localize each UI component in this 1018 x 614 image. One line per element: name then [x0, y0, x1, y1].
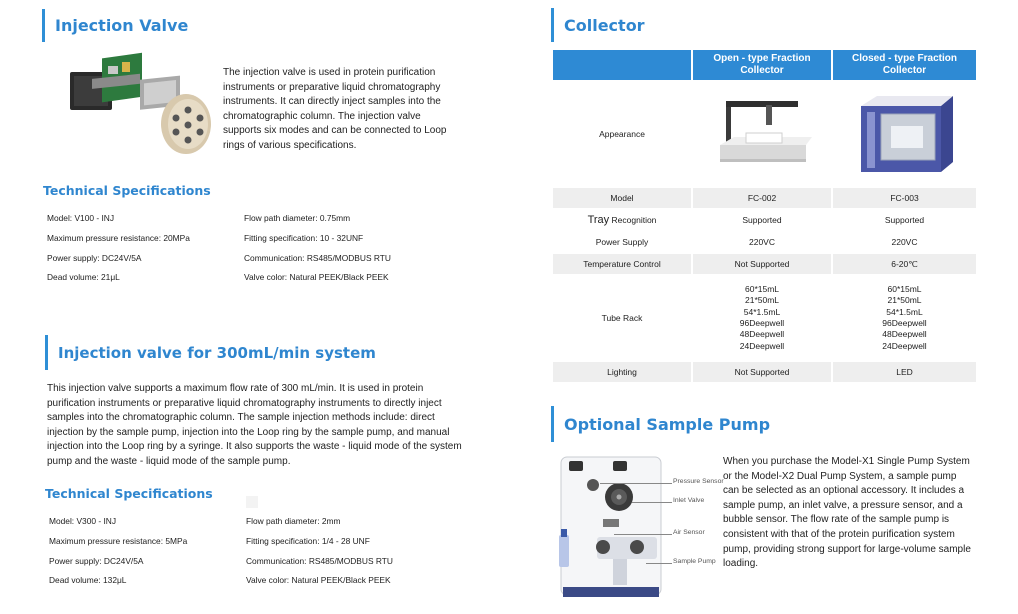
- tube-rack-open: [693, 276, 833, 360]
- table-header-open: Open - type Fraction Collector: [693, 50, 833, 80]
- tech-spec-title: Technical Specifications: [43, 183, 211, 198]
- table-header-closed: Closed - type Fraction Collector: [833, 50, 976, 80]
- row-open-value: Supported: [693, 210, 833, 230]
- row-label: Lighting: [553, 362, 693, 382]
- callout-pressure-sensor: Pressure Sensor: [673, 478, 724, 485]
- row-label: Tube Rack: [553, 276, 693, 360]
- table-header-blank: [553, 50, 693, 80]
- rack-item: 60*15mL: [744, 283, 780, 294]
- rack-item: 54*1.5mL: [886, 306, 923, 317]
- callout-air-sensor: Air Sensor: [673, 529, 705, 536]
- rack-item: 24Deepwell: [882, 340, 927, 351]
- callout-line: [600, 483, 672, 484]
- table-row: [553, 276, 976, 360]
- section-title: Optional Sample Pump: [564, 414, 771, 434]
- table-row: [553, 188, 976, 208]
- sample-pump-description: When you purchase the Model-X1 Single Pump System or the Model-X2 Dual Pump System, a sample pump can be selected as an optional accessory. It includes a sample pump, an inlet valve, a pressure sensor, and a bubble sensor. The flow rate of the sample pump is consistent with that of the protein purification system pump, providing strong support for large-volume sample loading.: [723, 456, 971, 570]
- row-label: Model: [553, 188, 693, 208]
- spec-pressure: Maximum pressure resistance: 20MPa: [47, 233, 190, 243]
- section-title: Injection valve for 300mL/min system: [58, 343, 376, 362]
- collector-heading: [551, 8, 645, 42]
- row-closed-value: FC-003: [833, 188, 976, 208]
- section-title: Collector: [564, 15, 645, 35]
- spec-model: Model: V300 - INJ: [49, 516, 117, 526]
- row-closed-value: 220VC: [833, 232, 976, 252]
- rack-item: 21*50mL: [744, 295, 780, 306]
- spec-communication: Communication: RS485/MODBUS RTU: [244, 253, 391, 263]
- spec-power: Power supply: DC24V/5A: [49, 556, 144, 566]
- callout-sample-pump: Sample Pump: [673, 558, 716, 565]
- open-collector-image: [712, 93, 812, 173]
- rack-item: 24Deepwell: [739, 340, 785, 351]
- spec-communication: Communication: RS485/MODBUS RTU: [246, 556, 393, 566]
- injection-valve-heading: [42, 9, 188, 42]
- tech-spec-title: Technical Specifications: [45, 486, 213, 501]
- placeholder-box: [246, 496, 258, 508]
- row-closed-value: LED: [833, 362, 976, 382]
- spec-dead-volume: Dead volume: 132μL: [49, 575, 127, 585]
- callout-inlet-valve: Inlet Valve: [673, 497, 705, 504]
- callout-line: [632, 502, 672, 503]
- tube-rack-closed: [833, 276, 976, 360]
- spec-fitting: Fitting specification: 10 - 32UNF: [244, 233, 364, 243]
- injection-valve-300-description: This injection valve supports a maximum flow rate of 300 mL/min. It is used in protein purification instruments or preparative liquid chromatography instruments to directly inject samples into the chromatographic column. The sample injection methods include: direct injection by the sample pump, injection into the Loop ring by the sample pump, and manual injection into the Loop ring by a syringe. It also supports the waste - liquid mode of the system pump and the waste - liquid mode of the sample pump.: [47, 383, 462, 467]
- injection-valve-image: [62, 52, 220, 162]
- row-closed-value: Supported: [833, 210, 976, 230]
- closed-collector-image: [855, 92, 955, 174]
- row-label: Temperature Control: [553, 254, 693, 274]
- sample-pump-image: [557, 455, 667, 600]
- row-open-value: Not Supported: [693, 254, 833, 274]
- spec-model: Model: V100 - INJ: [47, 213, 115, 223]
- row-label-big: Tray: [587, 214, 610, 226]
- spec-valve-color: Valve color: Natural PEEK/Black PEEK: [244, 272, 389, 282]
- rack-item: 54*1.5mL: [743, 306, 781, 317]
- collector-table: [553, 48, 976, 384]
- callout-line: [614, 534, 672, 535]
- sample-pump-heading: [551, 406, 770, 442]
- spec-power: Power supply: DC24V/5A: [47, 253, 142, 263]
- rack-item: 21*50mL: [887, 295, 922, 306]
- rack-item: 60*15mL: [887, 283, 922, 294]
- table-row: [553, 210, 976, 230]
- injection-valve-description: The injection valve is used in protein purification instruments or preparative liquid chromatography instruments. It can directly inject samples into the chromatographic column. The injection valve supports six modes and can be connected to Loop rings of various specifications.: [223, 67, 447, 151]
- spec-fitting: Fitting specification: 1/4 - 28 UNF: [246, 536, 370, 546]
- table-row: [553, 82, 976, 186]
- row-label: Power Supply: [553, 232, 693, 252]
- spec-flow-path: Flow path diameter: 2mm: [246, 516, 341, 526]
- row-open-value: Not Supported: [693, 362, 833, 382]
- table-row: [553, 362, 976, 382]
- injection-valve-300-heading: [45, 335, 376, 370]
- spec-flow-path: Flow path diameter: 0.75mm: [244, 213, 351, 223]
- open-collector-image-cell: [693, 82, 833, 186]
- row-open-value: FC-002: [693, 188, 833, 208]
- table-row: [553, 254, 976, 274]
- row-label: [553, 210, 693, 230]
- rack-item: 96Deepwell: [882, 318, 927, 328]
- appearance-label: Appearance: [553, 82, 693, 186]
- row-label-rest: Recognition: [609, 215, 657, 225]
- row-open-value: 220VC: [693, 232, 833, 252]
- row-closed-value: 6-20℃: [833, 254, 976, 274]
- callout-line: [646, 563, 672, 564]
- table-row: [553, 232, 976, 252]
- spec-valve-color: Valve color: Natural PEEK/Black PEEK: [246, 575, 391, 585]
- spec-dead-volume: Dead volume: 21μL: [47, 272, 120, 282]
- rack-item: 96Deepwell: [739, 318, 785, 328]
- closed-collector-image-cell: [833, 82, 976, 186]
- rack-item: 48Deepwell: [739, 329, 785, 340]
- spec-pressure: Maximum pressure resistance: 5MPa: [49, 536, 188, 546]
- rack-item: 48Deepwell: [882, 329, 927, 340]
- section-title: Injection Valve: [55, 16, 189, 35]
